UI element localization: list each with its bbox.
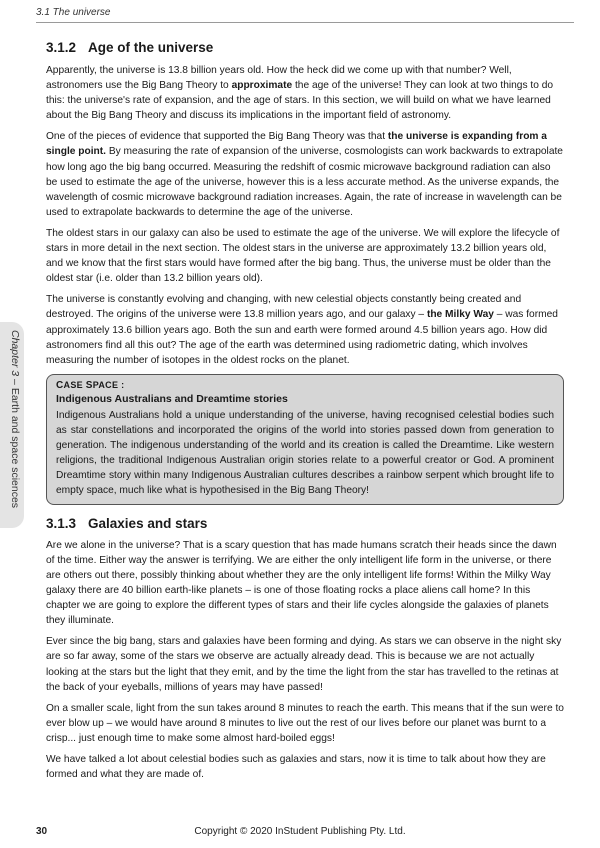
chapter-topic: Earth and space sciences [9,387,21,509]
paragraph: The oldest stars in our galaxy can also be used to estimate the age of the universe. We will explore the lifecycle of stars in more detail in the next section. The oldest stars in the universe are approximately 13.2 billion years old, and we know that the first stars would have formed after the big bang. Thus, the universe must be older than the oldest star (i.e. older than 13.2 billion years old). [46,227,560,285]
section-number: 3.1.2 [46,40,77,55]
chapter-side-label [3,330,21,520]
section-heading [46,40,564,55]
bold-term: approximate [231,80,293,92]
page-content [46,40,564,788]
paragraph-text: The universe is constantly evolving and changing, with new celestial objects constantly being created and destroyed. The origins of the universe were 13.8 million years ago, and our galaxy – [46,294,522,321]
paragraph-text: Apparently, the universe is 13.8 billion years old. How the heck did we come up with that number? Well, astronomers use the Big Bang Theory to [46,65,512,92]
paragraph: Ever since the big bang, stars and galaxies have been forming and dying. As stars we can observe in the night sky are so far away, some of the stars we observe are actually already dead. This is because we are not actually looking at the stars but the light that they emit, and by the time the light from the star has travelled to the retinas at the back of your eyeballs, millions of years may have passed! [46,636,562,693]
bold-term: the Milky Way [426,309,494,321]
copyright-notice: Copyright © 2020 InStudent Publishing Pty. Ltd. [194,826,406,837]
chapter-dash: – [9,376,21,388]
bold-term: the universe is expanding from a single point. [46,131,547,158]
label-smallcaps: PACE : [92,379,125,390]
section-title: Galaxies and stars [88,515,208,531]
page-number: 30 [36,826,48,837]
paragraph: We have talked a lot about celestial bodies such as galaxies and stars, now it is time to talk about how they are formed and what they are made of. [46,754,546,781]
running-header: 3.1 The universe [36,7,111,18]
case-space-title: Indigenous Australians and Dreamtime stories [56,392,288,405]
section-title: Age of the universe [88,40,214,55]
case-space-label [56,380,554,391]
paragraph-text: the age of the universe! They can look at two things to do this: the universe's rate of expansion, and the age of stars. In this section, we will build on what we have learned about the Big Bang Theory and discuss its implications in the important field of astronomy. [46,80,554,122]
paragraph [46,63,564,123]
case-space-body: Indigenous Australians hold a unique understanding of the universe, having recognised celestial bodies such as star constellations and incorporated the origins of the world into stories passed down from generation to generation. The indigenous understanding of the world and its creation is called the Dreamtime. Like western religions, the traditional Indigenous Australian origin stories relate to a powerful creator or God. A prominent Dreamtime story within many Indigenous Australian cultures describes a rainbow serpent which brought life to empty space, much like what is hypothesised in the Big Bang Theory! [56,409,554,496]
paragraph [46,292,564,367]
case-space-box [46,374,564,505]
label-initial: S [85,379,93,391]
label-smallcaps: ASE [63,379,86,390]
paragraph-text: – was formed approximately 13.6 billion years ago. Both the sun and earth were formed around 4.5 billion years ago. How did astronomers find all this out? The age of the earth was determined using radiometric dating, which involves measuring the number of isotopes in the oldest rocks on the planet. [46,309,558,366]
paragraph: Are we alone in the universe? That is a scary question that has made humans scratch their heads since the dawn of the time. Either way the answer is terrifying. We are either the only intelligent life form in the universe, or there are others out there, possibly thinking about whether they are the only intelligent life forms! Within the Milky Way galaxy there are 40 billion earth-like planets – is one of those floating rocks a place aliens call home? In this chapter we are going to explore the different types of stars and their life cycles alongside the galaxies of planets they illuminate. [46,539,557,627]
paragraph: On a smaller scale, light from the sun takes around 8 minutes to reach the earth. This means that if the sun were to ever blow up – we would have around 8 minutes to live out the rest of our lives before our planet was burnt to a crisp... just enough time to make some almost hard-boiled eggs! [46,702,564,744]
section-heading [46,516,564,531]
section-age-of-universe [46,40,564,368]
header-rule [36,22,574,23]
section-galaxies-and-stars [46,516,564,782]
chapter-number: Chapter 3 [9,330,21,377]
paragraph [46,129,564,220]
paragraph-text: By measuring the rate of expansion of the universe, cosmologists can work backwards to extrapolate how long ago the big bang occurred. Measuring the redshift of cosmic microwave background radiation can also be used to estimate the age of the universe, however this is a less accurate method. As the universe expands, the wavelength of cosmic microwave background radiation increases. Again, the rate of increase in wavelength can be used to extrapolate backwards to determine the age of the universe. [46,146,563,218]
section-number: 3.1.3 [46,515,77,531]
label-initial: C [56,379,64,391]
paragraph-text: One of the pieces of evidence that supported the Big Bang Theory was that [46,131,388,143]
